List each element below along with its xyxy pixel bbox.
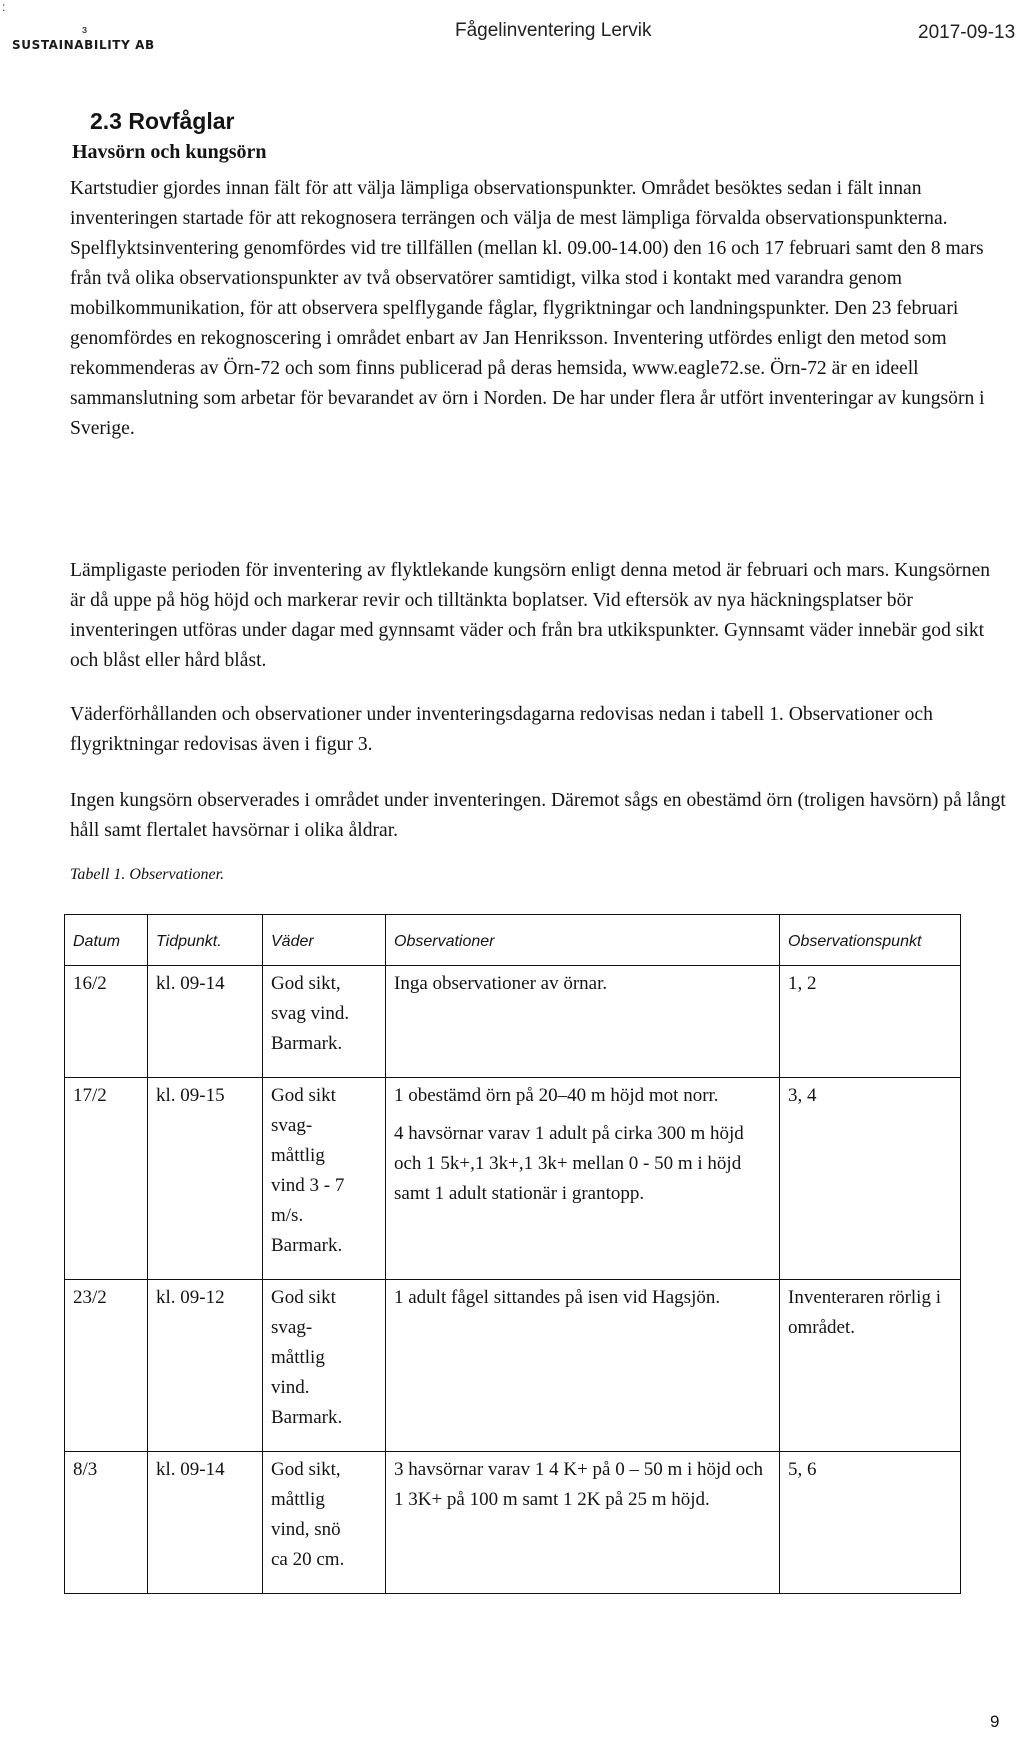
observation-spacer [394, 1111, 771, 1119]
weather-line: vind, snö [271, 1519, 341, 1540]
cell-date: 23/2 [65, 1280, 148, 1452]
column-header-observations: Observationer [386, 915, 780, 966]
body-paragraph: Lämpligaste perioden för inventering av flyktlekande kungsörn enligt denna metod är februari och mars. Kungsörnen är då uppe på hög höjd och markerar revir och tilltänkta boplatser. Vid eftersök av nya häckningsplatser bör inventeringen utföras under dagar med gynnsamt väder och från bra utkikspunkter. Gynnsamt väder innebär god sikt och blåst eller hård blåst. [70, 560, 991, 671]
observation-text: 3 havsörnar varav 1 4 K+ på 0 – 50 m i höjd och 1 3K+ på 100 m samt 1 2K på 25 m höjd. [394, 1459, 763, 1510]
weather-line: God sikt [271, 1085, 336, 1106]
weather-line: God sikt, [271, 1459, 341, 1480]
table-row [65, 1078, 961, 1280]
weather-line: Barmark. [271, 1407, 343, 1428]
section-heading: 2.3 Rovfåglar [90, 108, 235, 134]
weather-line: vind. [271, 1377, 310, 1398]
cell-observations [386, 1078, 780, 1280]
table-row [65, 1280, 961, 1452]
column-header-weather: Väder [263, 915, 386, 966]
weather-line: måttlig [271, 1347, 325, 1368]
weather-line: måttlig [271, 1145, 325, 1166]
weather-line: svag- [271, 1115, 313, 1136]
weather-line: svag- [271, 1317, 313, 1338]
column-header-observation-point: Observationspunkt [780, 915, 961, 966]
section-subheading: Havsörn och kungsörn [72, 141, 267, 163]
cell-date: 17/2 [65, 1078, 148, 1280]
observation-text: 1 adult fågel sittandes på isen vid Hagsjön. [394, 1287, 721, 1308]
cell-observation-point: Inventeraren rörlig i området. [780, 1280, 961, 1452]
company-name: SUSTAINABILITY AB [12, 38, 155, 52]
column-header-date: Datum [65, 915, 148, 966]
body-paragraph: Ingen kungsörn observerades i området under inventeringen. Däremot sågs en obestämd örn (troligen havsörn) på långt håll samt flertalet havsörnar i olika åldrar. [70, 790, 1006, 841]
cell-weather [263, 1452, 386, 1594]
weather-line: God sikt [271, 1287, 336, 1308]
column-header-time: Tidpunkt. [148, 915, 263, 966]
weather-line: svag vind. [271, 1003, 350, 1024]
cell-observations [386, 966, 780, 1078]
weather-line: ca 20 cm. [271, 1549, 345, 1570]
corner-mark: : [2, 0, 6, 14]
cell-weather [263, 966, 386, 1078]
weather-line: Barmark. [271, 1033, 343, 1054]
weather-line: Barmark. [271, 1235, 343, 1256]
table-header-row [65, 915, 961, 966]
observation-text: 1 obestämd örn på 20–40 m höjd mot norr. [394, 1085, 719, 1106]
observations-table [64, 914, 961, 1594]
cell-observations [386, 1452, 780, 1594]
page-number: 9 [990, 1712, 1000, 1731]
table-row [65, 1452, 961, 1594]
cell-time: kl. 09-14 [148, 1452, 263, 1594]
body-paragraph: Kartstudier gjordes innan fält för att välja lämpliga observationspunkter. Området besöktes sedan i fält innan inventeringen startade för att rekognosera terrängen och välja de mest lämpliga förvalda observationspunkterna. Spelflyktsinventering genomfördes vid tre tillfällen (mellan kl. 09.00-14.00) den 16 och 17 februari samt den 8 mars från två olika observationspunkter av två observatörer samtidigt, vilka stod i kontakt med varandra genom mobilkommunikation, för att observera spelflygande fåglar, flygriktningar och landningspunkter. Den 23 februari genomfördes en rekognoscering i området enbart av Jan Henriksson. Inventering utfördes enligt den metod som rekommenderas av Örn-72 och som finns publicerad på deras hemsida, www.eagle72.se. Örn-72 är en ideell sammanslutning som arbetar för bevarandet av örn i Norden. De har under flera år utfört inventeringar av kungsörn i Sverige. [70, 178, 985, 439]
observation-text: Inga observationer av örnar. [394, 973, 608, 994]
cell-observation-point: 1, 2 [780, 966, 961, 1078]
table-caption: Tabell 1. Observationer. [70, 866, 225, 883]
document-title: Fågelinventering Lervik [455, 20, 652, 41]
weather-line: vind 3 - 7 [271, 1175, 345, 1196]
observation-text: 4 havsörnar varav 1 adult på cirka 300 m höjd och 1 5k+,1 3k+,1 3k+ mellan 0 - 50 m i höjd samt 1 adult stationär i grantopp. [394, 1123, 744, 1204]
company-tick-mark: ɜ [82, 24, 88, 36]
cell-weather [263, 1078, 386, 1280]
cell-date: 8/3 [65, 1452, 148, 1594]
cell-weather [263, 1280, 386, 1452]
table-row [65, 966, 961, 1078]
cell-observation-point: 3, 4 [780, 1078, 961, 1280]
weather-line: måttlig [271, 1489, 325, 1510]
weather-line: God sikt, [271, 973, 341, 994]
document-date: 2017-09-13 [918, 22, 1016, 43]
cell-date: 16/2 [65, 966, 148, 1078]
cell-time: kl. 09-15 [148, 1078, 263, 1280]
cell-time: kl. 09-14 [148, 966, 263, 1078]
body-paragraph: Väderförhållanden och observationer under inventeringsdagarna redovisas nedan i tabell 1. Observationer och flygriktningar redovisas även i figur 3. [70, 704, 933, 755]
weather-line: m/s. [271, 1205, 304, 1226]
cell-observations [386, 1280, 780, 1452]
cell-time: kl. 09-12 [148, 1280, 263, 1452]
cell-observation-point: 5, 6 [780, 1452, 961, 1594]
